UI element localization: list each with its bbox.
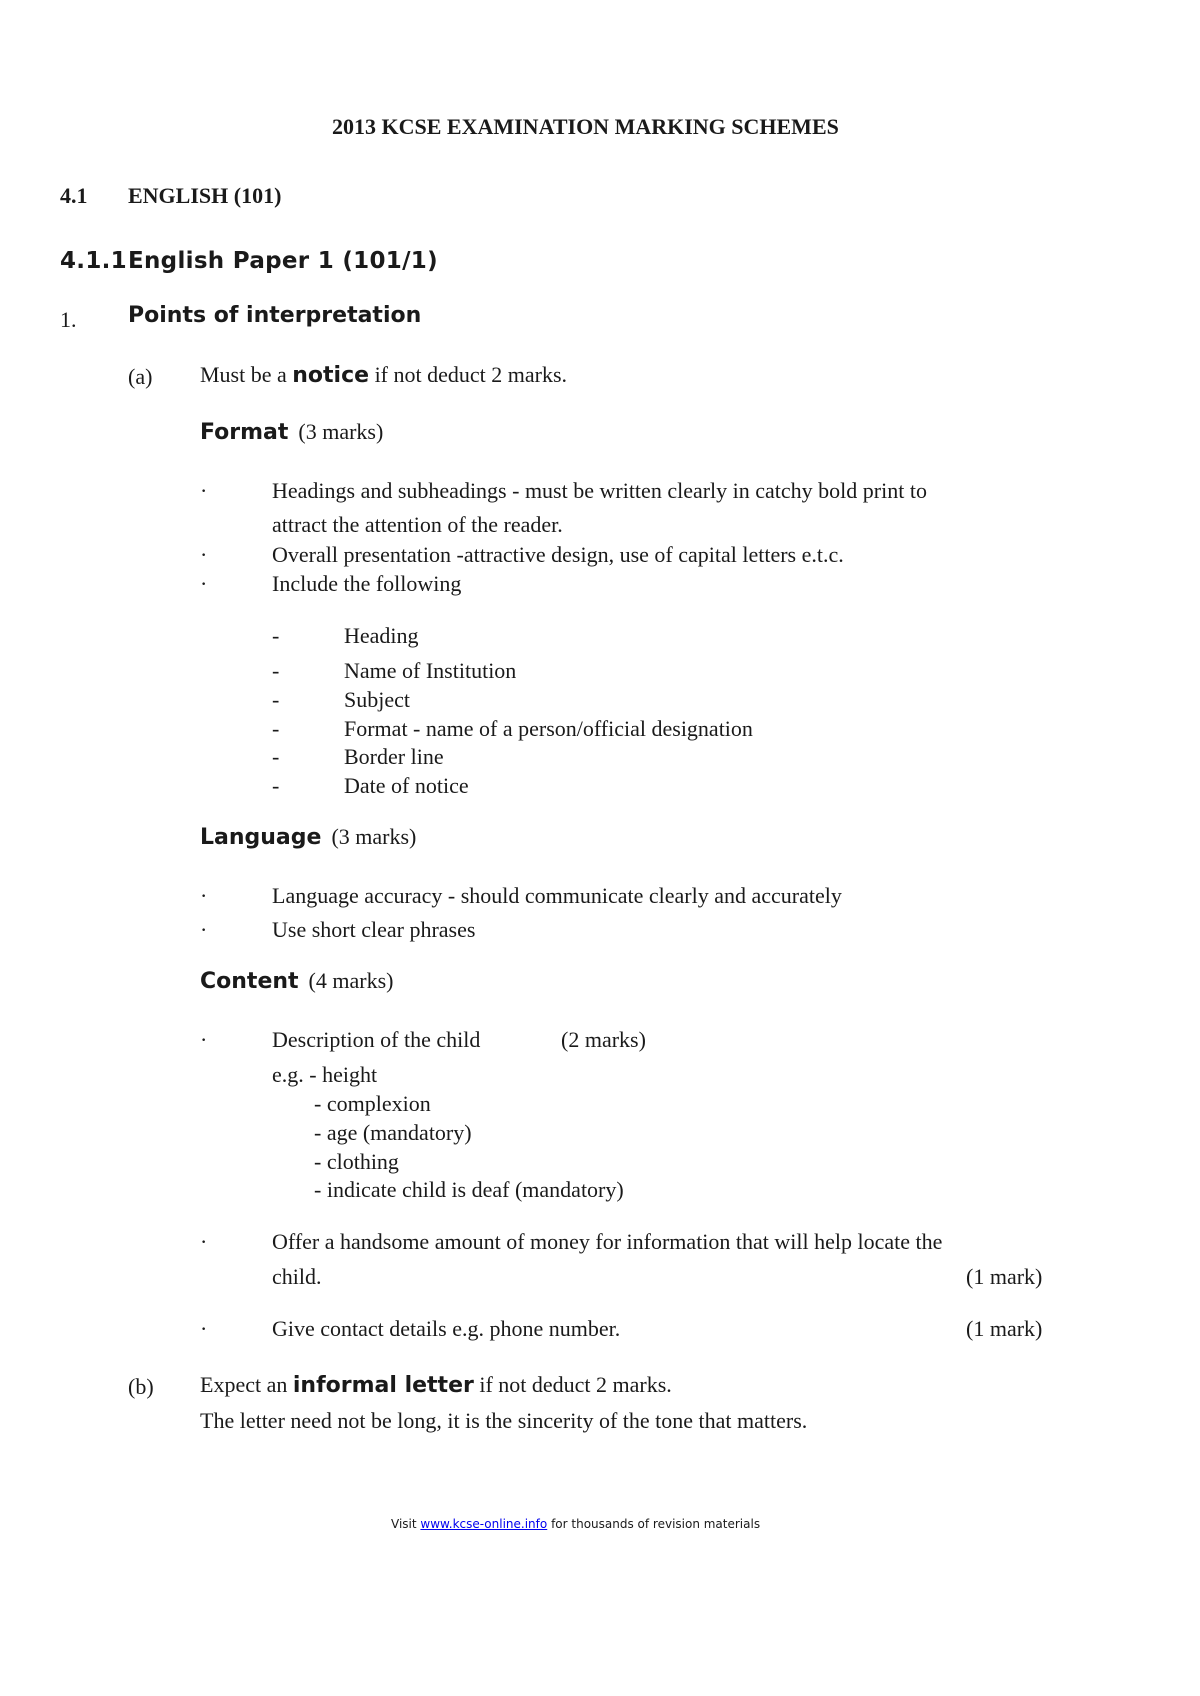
part-b-keyword: informal letter [292, 1373, 474, 1398]
dash-icon: - [272, 658, 280, 683]
bullet-icon: · [200, 917, 208, 942]
part-b-text-after: if not deduct 2 marks. [479, 1372, 672, 1397]
format-heading-row [200, 419, 383, 445]
bullet-icon: · [200, 883, 208, 908]
content-child-marks: (2 marks) [561, 1027, 646, 1052]
part-a-keyword: notice [292, 363, 370, 388]
dash-icon: - [272, 716, 280, 741]
content-offer-line1: Offer a handsome amount of money for information that will help locate the [272, 1229, 943, 1254]
bullet-icon: · [200, 478, 208, 503]
section-label: ENGLISH (101) [128, 183, 282, 208]
footer-prefix: Visit [391, 1517, 417, 1531]
subsection-number: 4.1.1 [60, 248, 127, 274]
bullet-icon: · [200, 542, 208, 567]
format-marks: (3 marks) [298, 419, 384, 444]
language-heading: Language [200, 825, 322, 850]
bullet-icon: · [200, 571, 208, 596]
content-contact-marks: (1 mark) [966, 1316, 1043, 1341]
part-a-marker: (a) [128, 364, 153, 389]
content-offer-line2: child. [272, 1264, 322, 1289]
format-bullet-1-line1: Headings and subheadings - must be written clearly in catchy bold print to [272, 478, 927, 503]
format-bullet-1-line2: attract the attention of the reader. [272, 512, 563, 537]
content-example: - age (mandatory) [314, 1120, 472, 1145]
content-example: - indicate child is deaf (mandatory) [314, 1177, 624, 1202]
dash-icon: - [272, 623, 280, 648]
footer [391, 1517, 760, 1531]
format-list-item: Border line [344, 744, 444, 769]
language-bullet-2: Use short clear phrases [272, 917, 476, 942]
part-a-text-before: Must be a [200, 362, 287, 387]
format-list-item: Heading [344, 623, 419, 648]
format-list-item: Name of Institution [344, 658, 517, 683]
dash-icon: - [272, 744, 280, 769]
question-number: 1. [60, 307, 77, 332]
content-example: e.g. - height [272, 1062, 378, 1087]
part-a-text-after: if not deduct 2 marks. [374, 362, 568, 387]
format-bullet-2: Overall presentation -attractive design, use of capital letters e.t.c. [272, 542, 844, 567]
page-title: 2013 KCSE EXAMINATION MARKING SCHEMES [332, 114, 839, 139]
part-b-text-before: Expect an [200, 1372, 288, 1397]
content-example: - complexion [314, 1091, 431, 1116]
language-heading-row [200, 824, 416, 850]
format-list-item: Date of notice [344, 773, 469, 798]
bullet-icon: · [200, 1316, 208, 1341]
format-list-item: Subject [344, 687, 410, 712]
content-heading-row [200, 968, 393, 994]
dash-icon: - [272, 773, 280, 798]
part-b-line2: The letter need not be long, it is the sincerity of the tone that matters. [200, 1408, 808, 1433]
subsection-label: English Paper 1 (101/1) [128, 248, 438, 274]
section-number: 4.1 [60, 183, 88, 208]
content-heading: Content [200, 969, 299, 994]
content-child-description: Description of the child [272, 1027, 481, 1052]
content-offer-marks: (1 mark) [966, 1264, 1043, 1289]
footer-link[interactable]: www.kcse-online.info [420, 1517, 548, 1531]
content-marks: (4 marks) [308, 968, 394, 993]
content-example: - clothing [314, 1149, 399, 1174]
part-b-instruction [200, 1372, 672, 1398]
question-heading: Points of interpretation [128, 303, 422, 328]
language-marks: (3 marks) [331, 824, 417, 849]
bullet-icon: · [200, 1229, 208, 1254]
dash-icon: - [272, 687, 280, 712]
format-bullet-3: Include the following [272, 571, 462, 596]
format-list-item: Format - name of a person/official designation [344, 716, 753, 741]
language-bullet-1: Language accuracy - should communicate clearly and accurately [272, 883, 842, 908]
content-contact: Give contact details e.g. phone number. [272, 1316, 621, 1341]
format-heading: Format [200, 420, 289, 445]
part-b-marker: (b) [128, 1374, 154, 1399]
bullet-icon: · [200, 1027, 208, 1052]
footer-suffix: for thousands of revision materials [551, 1517, 761, 1531]
part-a-instruction [200, 362, 567, 388]
